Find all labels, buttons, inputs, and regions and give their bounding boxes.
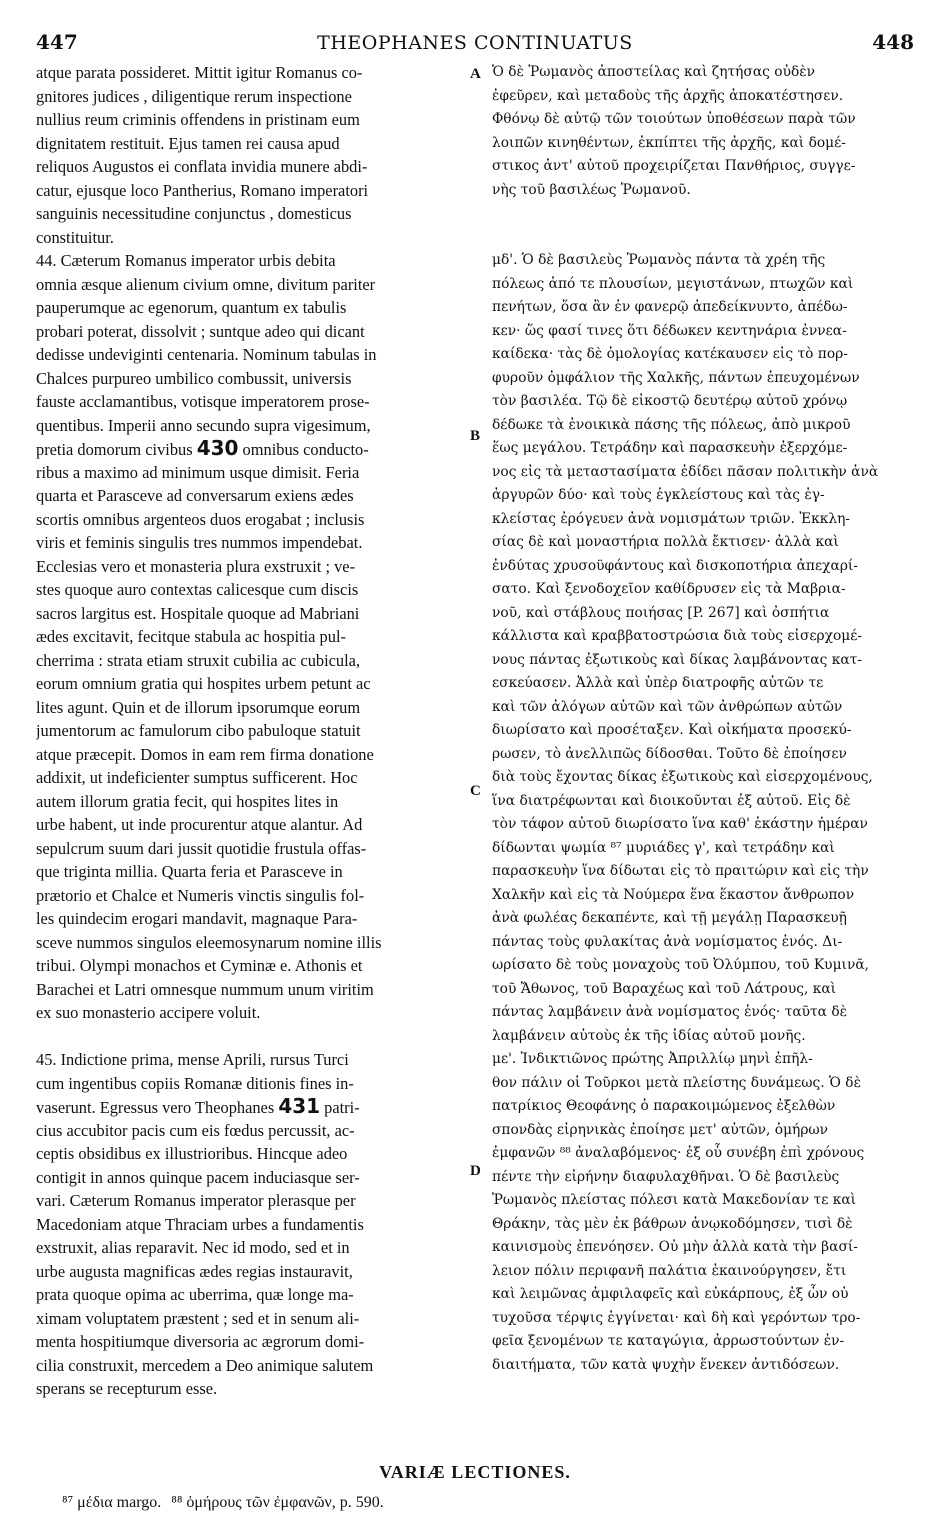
- greek-line: Θράκην, τὰς μὲν ἐκ βάθρων ἀνῳκοδόμησεν, τισὶ δὲ: [492, 1215, 853, 1232]
- latin-line: sperans se recepturum esse.: [36, 1379, 218, 1398]
- greek-line: Φθόνῳ δὲ αὐτῷ τῶν τοιούτων ὑποθέσεων παρὰ τῶν: [492, 111, 856, 127]
- marginal-marker-d: D: [470, 1163, 481, 1179]
- latin-line: urbe habent, ut inde procurentur atque alantur. Ad: [36, 815, 363, 834]
- latin-line: contigit in annos quinque pacem induciasque ser-: [36, 1167, 360, 1187]
- greek-line: εσκεύασεν. Ἀλλὰ καὶ ὑπὲρ διατροφῆς αὐτῶν τε: [492, 675, 824, 691]
- greek-line: πενήτων, ὅσα ἂν ἐν φανερῷ ἀπεδείκνυντο, ἀπέδω-: [492, 299, 848, 315]
- greek-line: ἐνδύτας χρυσοϋφάντους καὶ δισκοποτήρια ἀπεχαρί-: [492, 557, 859, 574]
- latin-line: lites agunt. Quin et de illorum ipsorumque eorum: [36, 697, 361, 717]
- greek-line: διαιτήματα, τῶν κατὰ ψυχὴν ἕνεκεν ἀντιδόσεων.: [492, 1356, 840, 1373]
- variae-lectiones-heading: VARIÆ LECTIONES.: [379, 1462, 571, 1482]
- greek-line: φεῖα ξενομένων τε καταγώγια, ἀρρωστούντων ἐν-: [492, 1333, 845, 1349]
- greek-line: δέδωκε τὰ ἐνοικικὰ πάσης τῆς πόλεως, ἀπὸ μικροῦ: [492, 416, 851, 433]
- greek-line: ἐμφανῶν ⁸⁸ ἀναλαβόμενος· ἐξ οὗ συνέβη ἐπὶ χρόνους: [492, 1145, 865, 1161]
- latin-line: viris et feminis singulis tres nummos impendebat.: [36, 533, 363, 552]
- latin-line: prata quoque opima ac uberrima, quæ longe ma-: [36, 1285, 354, 1304]
- latin-line: quarta et Parasceve ad conversarum exiens ædes: [36, 486, 354, 505]
- text-segment: vaserunt. Egressus vero Theophanes: [36, 1098, 279, 1117]
- greek-line: παρασκευὴν ἵνα δίδωται εἰς τὸ πραιτώριν καὶ εἰς τὴν: [492, 863, 869, 879]
- marginal-marker-a: A: [470, 66, 481, 82]
- latin-line: les quindecim erogari mandavit, magnaque Para-: [36, 909, 358, 928]
- greek-line: διὰ τοὺς ἔχοντας δίκας ἐξωτικοὺς καὶ εἰσερχομένους,: [492, 769, 873, 785]
- latin-line: cilia construxit, mercedem a Deo animique salutem: [36, 1355, 374, 1375]
- latin-line: dignitatem restituit. Ejus tamen rei causa apud: [36, 133, 340, 153]
- paragraph-gap: [36, 1025, 468, 1049]
- latin-line: ex suo monasterio accipere voluit.: [36, 1003, 261, 1022]
- greek-line: διωρίσατο καὶ προσέταξεν. Καὶ οἰκήματα προσεκύ-: [492, 722, 852, 738]
- latin-line: addixit, ut indeficienter sumptus sufficerent. Hoc: [36, 768, 358, 787]
- edition-page-number: 430: [196, 437, 239, 460]
- latin-line: 44. Cæterum Romanus imperator urbis debita: [36, 251, 336, 270]
- latin-column: [36, 61, 468, 1401]
- greek-line: λαμβάνειν αὐτοὺς ἐκ τῆς ἰδίας αὐτοῦ μονῆς.: [492, 1027, 806, 1044]
- greek-line: νοῦ, καὶ στάβλους ποιήσας [P. 267] καὶ ὀσπήτια: [492, 604, 830, 621]
- latin-line: urbe augusta magnificas ædes regias instauravit,: [36, 1261, 353, 1281]
- page-number-right: 448: [872, 30, 914, 54]
- greek-line: νὴς τοῦ βασιλέως Ῥωμανοῦ.: [492, 181, 691, 198]
- latin-line: ceptis obsidibus ex illustrioribus. Hincque adeo: [36, 1144, 348, 1163]
- latin-line: sanguinis necessitudine conjunctus , domesticus: [36, 204, 352, 223]
- greek-line: τὸν τάφον αὐτοῦ διωρίσατο ἵνα καθ' ἑκάστην ἡμέραν: [492, 816, 868, 832]
- greek-line: πατρίκιος Θεοφάνης ὁ παρακοιμώμενος ἐξελθὼν: [492, 1098, 836, 1114]
- latin-line: omnia æsque alienum civium omne, divitum pariter: [36, 274, 376, 294]
- latin-line: pauperumque ac egenorum, quantum ex tabulis: [36, 298, 347, 317]
- latin-line: jumentorum ac famulorum cibo pabuloque statuit: [36, 721, 361, 740]
- greek-line: ἐφεῦρεν, καὶ μεταδοὺς τῆς ἀρχῆς ἀποκατέστησεν.: [492, 87, 844, 104]
- latin-line: stes quoque auro contextas calicesque cum discis: [36, 580, 359, 599]
- latin-line: gnitores judices , diligentique rerum inspectione: [36, 86, 352, 106]
- latin-line: que triginta millia. Quarta feria et Parasceve in: [36, 862, 343, 881]
- greek-line: καινισμοὺς ἐπενόησεν. Οὐ μὴν ἀλλὰ κατὰ τὴν βασί-: [492, 1239, 858, 1255]
- greek-line: ἀνὰ φωλέας δεκαπέντε, καὶ τῇ μεγάλῃ Παρασκευῇ: [492, 910, 847, 926]
- latin-line: fauste acclamantibus, votisque imperatorem prose-: [36, 392, 370, 411]
- text-segment: pretia domorum civibus: [36, 440, 197, 459]
- greek-line: ἕως μεγάλου. Τετράδην καὶ παρασκευὴν ἐξερχόμε-: [492, 440, 848, 456]
- greek-line: καὶ λειμῶνας ἀμφιλαφεῖς καὶ εὐκάρπους, ἐξ ὧν οὐ: [492, 1286, 849, 1302]
- greek-line: κλείστας ἐρόγευεν ἀνὰ νομισμάτων τριῶν. Ἐκκλη-: [492, 510, 851, 527]
- latin-line: cius accubitor pacis cum eis fœdus percussit, ac-: [36, 1120, 355, 1140]
- footnote-87: ⁸⁷ μέδια margo.: [62, 1494, 162, 1511]
- latin-line: sepulcrum suum dari jussit quotidie frustula offas-: [36, 838, 367, 858]
- greek-line: θον πάλιν οἱ Τοῦρκοι μετὰ πλείστης δυνάμεως. Ὁ δὲ: [492, 1074, 861, 1091]
- greek-line: ρωσεν, τὸ ἀνελλιπῶς δίδοσθαι. Τοῦτο δὲ ἐποίησεν: [492, 745, 847, 762]
- greek-line: τὸν βασιλέα. Τῷ δὲ εἰκοστῷ δευτέρῳ αὐτοῦ χρόνῳ: [492, 393, 848, 409]
- latin-line: scortis omnibus argenteos duos erogabat ; inclusis: [36, 509, 365, 529]
- latin-line: ædes excitavit, fecitque stabula ac hospitia pul-: [36, 627, 346, 646]
- latin-line: catur, ejusque loco Pantherius, Romano imperatori: [36, 180, 369, 200]
- latin-line: eorum omnium gratia qui hospites urbem petunt ac: [36, 674, 371, 693]
- latin-line: 45. Indictione prima, mense Aprili, rursus Turci: [36, 1050, 349, 1069]
- latin-line: cherrima : strata etiam struxit cubilia ac cubicula,: [36, 650, 361, 670]
- greek-line: ωρίσατο δὲ τοὺς μοναχοὺς τοῦ Ὀλύμπου, τοῦ Κυμινᾶ,: [492, 957, 870, 973]
- marginal-marker-c: C: [470, 783, 481, 799]
- greek-line: με'. Ἰνδικτιῶνος πρώτης Ἀπριλλίῳ μηνὶ ἐπῆλ-: [492, 1051, 813, 1067]
- latin-line: nullius reum criminis offendens in pristinam eum: [36, 110, 360, 129]
- greek-line: στικος ἀντ' αὐτοῦ προχειρίζεται Πανθήριος, συγγε-: [492, 158, 856, 174]
- latin-line: sceve nummos singulos eleemosynarum nomine illis: [36, 932, 382, 952]
- greek-line: λοιπῶν κινηθέντων, ἐκπίπτει τῆς ἀρχῆς, καὶ δομέ-: [492, 134, 846, 151]
- greek-column: [492, 61, 914, 1377]
- latin-line: Ecclesias vero et monasteria plura exstruxit ; ve-: [36, 556, 356, 576]
- latin-line: atque præcepit. Domos in eam rem firma donatione: [36, 744, 374, 764]
- text-segment: omnibus conducto-: [238, 440, 369, 459]
- greek-line: πόλεως ἀπό τε πλουσίων, μεγιστάνων, πτωχῶν καὶ: [492, 275, 854, 292]
- latin-line: menta hospitiumque diversoria ac ægrorum domi-: [36, 1332, 365, 1351]
- paragraph-gap: [492, 202, 914, 226]
- greek-line: καὶ τῶν ἀλόγων αὐτῶν καὶ τῶν ἀνθρώπων αὐτῶν: [492, 698, 843, 715]
- latin-line: Chalces purpureo umbilico combussit, universis: [36, 368, 352, 388]
- latin-line: cum ingentibus copiis Romanæ ditionis fines in-: [36, 1073, 354, 1093]
- greek-line: Χαλκῆν καὶ εἰς τὰ Νούμερα ἕνα ἕκαστον ἄνθρωπον: [492, 886, 855, 903]
- greek-line: κεν· ὥς φασί τινες ὅτι δέδωκεν κεντηνάρια ἐννεα-: [492, 322, 847, 339]
- paragraph-gap: [492, 226, 914, 250]
- latin-line: [36, 1095, 468, 1119]
- greek-line: φυροῦν ὀμφάλιον τῆς Χαλκῆς, πάντων ἐπευχομένων: [492, 369, 860, 386]
- greek-line: πέντε τὴν εἰρήνην διαφυλαχθῆναι. Ὁ δὲ βασιλεὺς: [492, 1168, 840, 1185]
- latin-line: exstruxit, alias reparavit. Nec id modo, sed et in: [36, 1238, 350, 1257]
- latin-line: ximam voluptatem præstent ; sed et in senum ali-: [36, 1308, 360, 1328]
- latin-line: sacros largitus est. Hospitale quoque ad Mabriani: [36, 603, 360, 623]
- greek-line: τυχοῦσα τέρψις ἐγγίνεται· καὶ δὴ καὶ γερόντων τρο-: [492, 1309, 861, 1326]
- greek-line: ἀργυρῶν δύο· καὶ τοὺς ἐγκλείστους καὶ τὰς ἐγ-: [492, 487, 825, 503]
- page-number-left: 447: [36, 30, 78, 54]
- latin-line: vari. Cæterum Romanus imperator plerasque per: [36, 1191, 356, 1210]
- greek-line: σατο. Καὶ ξενοδοχεῖον καθίδρυσεν εἰς τὰ Μαβρια-: [492, 581, 846, 597]
- latin-line: [36, 437, 468, 461]
- latin-line: reliquos Augustos ei conflata invidia munere abdi-: [36, 157, 368, 176]
- latin-line: prætorio et Chalce et Numeris vinctis singulis fol-: [36, 885, 365, 905]
- greek-line: Ῥωμανὸς πλείστας πόλεσι κατὰ Μακεδονίαν τε καὶ: [492, 1192, 857, 1208]
- page-header: [36, 30, 914, 60]
- edition-page-number: 431: [278, 1095, 321, 1118]
- text-segment: patri-: [320, 1098, 360, 1117]
- latin-line: probari poterat, dissolvit ; suntque adeo qui dicant: [36, 321, 365, 341]
- greek-line: καίδεκα· τὰς δὲ ὁμολογίας κατέκαυσεν εἰς τὸ πορ-: [492, 346, 848, 362]
- greek-line: τοῦ Ἄθωνος, τοῦ Βαραχέως καὶ τοῦ Λάτρους, καὶ: [492, 980, 837, 997]
- latin-line: dedisse undeviginti centenaria. Nominum tabulas in: [36, 345, 377, 364]
- footnote-88: ⁸⁸ ὁμήρους τῶν ἐμφανῶν, p. 590.: [171, 1494, 384, 1511]
- latin-line: autem illorum gratia fecit, qui hospites lites in: [36, 791, 339, 811]
- greek-line: ἵνα διατρέφωνται καὶ διοικοῦνται ἐξ αὐτοῦ. Εἰς δὲ: [492, 792, 851, 809]
- running-title: THEOPHANES CONTINUATUS: [317, 32, 633, 54]
- greek-line: κάλλιστα καὶ κραββατοστρώσια διὰ τοὺς εἰσερχομέ-: [492, 628, 863, 644]
- greek-line: μδ'. Ὁ δὲ βασιλεὺς Ῥωμανὸς πάντα τὰ χρέη τῆς: [492, 252, 826, 268]
- latin-line: constituitur.: [36, 227, 114, 247]
- latin-line: quentibus. Imperii anno secundo supra vigesimum,: [36, 415, 371, 435]
- greek-line: δίδωνται ψωμία ⁸⁷ μυριάδες γ', καὶ τετράδην καὶ: [492, 839, 835, 856]
- greek-line: πάντας λαμβάνειν ἀνὰ νομίσματος ἑνός· ταῦτα δὲ: [492, 1004, 848, 1020]
- greek-line: σίας δὲ καὶ μοναστήρια πολλὰ ἔκτισεν· ἀλλὰ καὶ: [492, 534, 839, 550]
- marginal-marker-b: B: [470, 428, 481, 444]
- variant-readings: [62, 1494, 390, 1512]
- greek-line: Ὁ δὲ Ῥωμανὸς ἀποστείλας καὶ ζητήσας οὐδὲν: [492, 64, 816, 80]
- latin-line: Macedoniam atque Thraciam urbes a fundamentis: [36, 1214, 364, 1234]
- latin-line: ribus a maximo ad minimum usque dimisit. Feria: [36, 462, 360, 482]
- greek-line: σπονδὰς εἰρηνικὰς ἐποίησε μετ' αὐτῶν, ὁμήρων: [492, 1121, 829, 1138]
- latin-line: Barachei et Latri omnesque nummum unum viritim: [36, 979, 374, 999]
- greek-line: νος εἰς τὰ μεταστασίματα ἐδίδει πᾶσαν πολιτικὴν ἀνὰ: [492, 463, 879, 480]
- latin-line: atque parata possideret. Mittit igitur Romanus co-: [36, 63, 363, 82]
- greek-line: λειον πόλιν περιφανῆ παλάτια ἐκαινούργησεν, ἔτι: [492, 1262, 847, 1279]
- greek-line: νους πάντας ἐξωτικοὺς καὶ δίκας λαμβάνοντας κατ-: [492, 651, 862, 668]
- latin-line: tribui. Olympi monachos et Cyminæ e. Athonis et: [36, 956, 363, 975]
- greek-line: πάντας τοὺς φυλακίτας ἀνὰ νομίσματος ἑνός. Δι-: [492, 933, 843, 950]
